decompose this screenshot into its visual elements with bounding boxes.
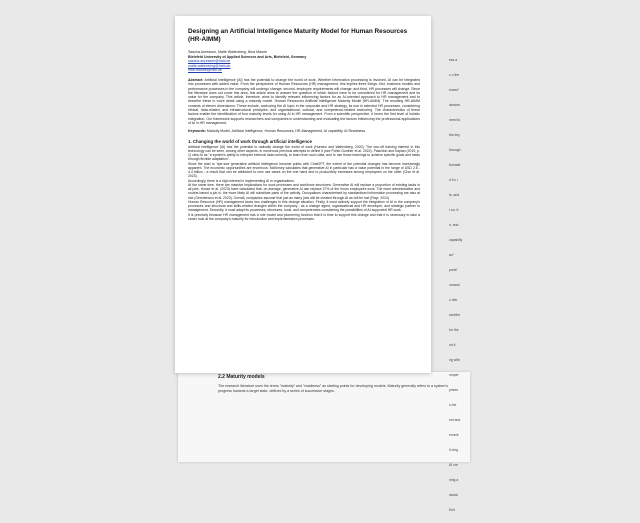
side-fragment: Eml <box>449 508 455 512</box>
side-fragment: ompet <box>449 373 459 377</box>
side-fragment: ts, and <box>449 193 460 197</box>
author-email[interactable]: nina.maurle@hsbi.de <box>188 68 223 73</box>
side-fragment: ports" <box>449 268 458 272</box>
keywords <box>188 129 420 133</box>
side-text-fragments <box>449 58 471 523</box>
author-email[interactable]: malte.wallenberg@hsbi.de <box>188 63 231 68</box>
side-fragment: need to <box>449 118 461 122</box>
underlying-page-text <box>218 374 458 398</box>
section1-paragraph: Artificial intelligence (AI) has the potential to radically change the world of work (Hunsen and Wallenberg, 2020). The one-off training interest in this technology can be seen, among other aspects, in numerous previous attempts to define it (see Pohle-Gunther et al. 2022). Paschkin and Kaplan (2019, p. 1) view AI as "a system's ability to interpret external data correctly, to learn from such data, and to use those learnings to achieve specific goals and tasks through flexible adaptation". <box>188 144 420 162</box>
side-fragment: for the <box>449 328 459 332</box>
side-fragment: n, and <box>449 223 459 227</box>
section1-paragraph: Human Resource (HR) management faces two challenges in this change situation. Firstly, it must actively support the integration of AI in the company's processes and structural and skills-related changes within the company - as a change agent, organisational and HR developer, and strategic partner to management. Secondly, it must adapt its processes, structures, tools, and competencies considering the possibilities of AI-supported HR work. <box>188 199 420 213</box>
side-fragment: c o the <box>449 73 460 77</box>
side-fragment: through <box>449 148 461 152</box>
abstract-label: Abstract: <box>188 77 204 82</box>
abstract <box>188 78 420 125</box>
side-fragment: c ofer <box>449 298 458 302</box>
side-fragment: s the <box>449 403 457 407</box>
side-fragment: ravelinr <box>449 313 461 317</box>
side-fragment: ng with <box>449 358 460 362</box>
side-fragment: formatir <box>449 163 461 167</box>
side-fragment: the key <box>449 133 460 137</box>
side-fragment: ess a <box>449 58 458 62</box>
side-fragment: nd it <box>449 343 456 347</box>
author-email[interactable]: sascha.auressen@hsbi.de <box>188 59 231 64</box>
side-fragment: ning a <box>449 478 459 482</box>
side-fragment: d il n i <box>449 178 458 182</box>
affiliation: Bielefeld University of Applied Sciences and Arts, Bielefeld, Germany <box>188 54 307 59</box>
section2-paragraph: The research literature uses the terms "maturity" and "readiness" as starting points for developing models. Maturity generally refers to a system's progress towards a target state, defined by a series of successive stages. <box>218 384 448 393</box>
document-page <box>175 16 431 373</box>
side-fragment: dences <box>449 103 460 107</box>
section1-paragraph: It is precisely because HR management has a role model and pioneering function that it is time to support this change and that it is necessary to take a closer look at the company's maturity for introduction and implementation processes. <box>188 212 420 221</box>
paper-title: Designing an Artificial Intelligence Maturity Model for Human Resources (HR-AIMM) <box>188 28 408 43</box>
side-fragment: ll ning <box>449 448 458 452</box>
side-fragment: capabilly <box>449 238 463 242</box>
side-fragment: an" <box>449 253 454 257</box>
section1-paragraph: Accordingly, there is a high interest in implementing AI in organisations. <box>188 178 295 183</box>
side-fragment: ences" <box>449 88 460 92</box>
side-fragment: prises <box>449 388 459 392</box>
section2-heading: 2.2 Maturity models <box>218 374 265 380</box>
underlying-page <box>178 372 470 462</box>
side-fragment: onrand <box>449 283 460 287</box>
section1-heading: 1. Changing the world of work through artificial intelligence <box>188 138 312 144</box>
side-fragment: t on. It <box>449 208 459 212</box>
section1-paragraph: Since the start to 'ripe-size generative artificial intelligence became public with ChatGPT, the extent of the potential changes has become increasingly apparent. The economic opportunities are enormous: McKinsey calculates that generative AI in particular has a value potential in the range of USD 2.6 - 4.4 trillion - a result that can be attributed to new use cases on the one hand and to productivity increases among employees on the other (Chui et al. 2023). <box>188 161 420 179</box>
side-fragment: ent and <box>449 418 461 422</box>
page-content <box>188 28 420 221</box>
abstract-text: Artificial Intelligence (AI) has the potential to change the world of work. Whether information processing is involved, AI can be integrated into processes with added value. From the perspective of Human Resources (HR) management, this implies three things: first, business models and performance processes in the company will undergo change; second, employee requirements will change; and third, HR processes will change. Since the literature does not cover this area, this article aims to answer the question of which factors have to be considered for HR management and its value for the company. This article, therefore, aims to identify relevant influencing factors for an AI-oriented approach to HR management and to describe these in more detail using a maturity model. Human Resources Artificial Intelligence Maturity Model (HR-AIMM). The resulting HR-AIMM consists of eleven dimensions. These include, anchoring the AI topic in the corporate and HR strategy, its use in selected HR processes, considering ethical, data-related, and infrastructural principles, and organisational, cultural, and competence-related anchoring. The characteristics of these factors enable the identification of four maturity levels for using AI in HR management. From a scientific perspective, it forms the first level of holistic integration. Our framework supports researchers and companies in understanding and evaluating the factors influencing the professional applications of AI in HR management. <box>188 77 420 125</box>
keywords-label: Keywords: <box>188 129 206 134</box>
side-fragment: dscial <box>449 493 458 497</box>
keywords-text: Maturity Model, Artificial Intelligence, Human Resources, HR-Management, AI capability, AI Readiness. <box>206 129 366 134</box>
side-fragment: AI cre <box>449 463 458 467</box>
side-fragment: ement <box>449 433 459 437</box>
author-list: Sascha Auressen, Malte Wallenberg, Nina Maurle <box>188 50 268 54</box>
section1-paragraph: At the same time, there are massive implications for work processes and workforce structures: Generative AI will replace a proportion of existing tasks in all jobs. Hosse et al. (2023) have calculated that, on average, generative AI can replace 27% of the hours employees work. The more administrative and routine-based a job is, the more likely AI will substitute parts of the activity. Occupations characterised by standardised information processing are also at risk (Gershenson et al. 2023). Overall, companies assume that just as many jobs will be created through AI as will be lost (Rayr, 2024). <box>188 182 420 200</box>
